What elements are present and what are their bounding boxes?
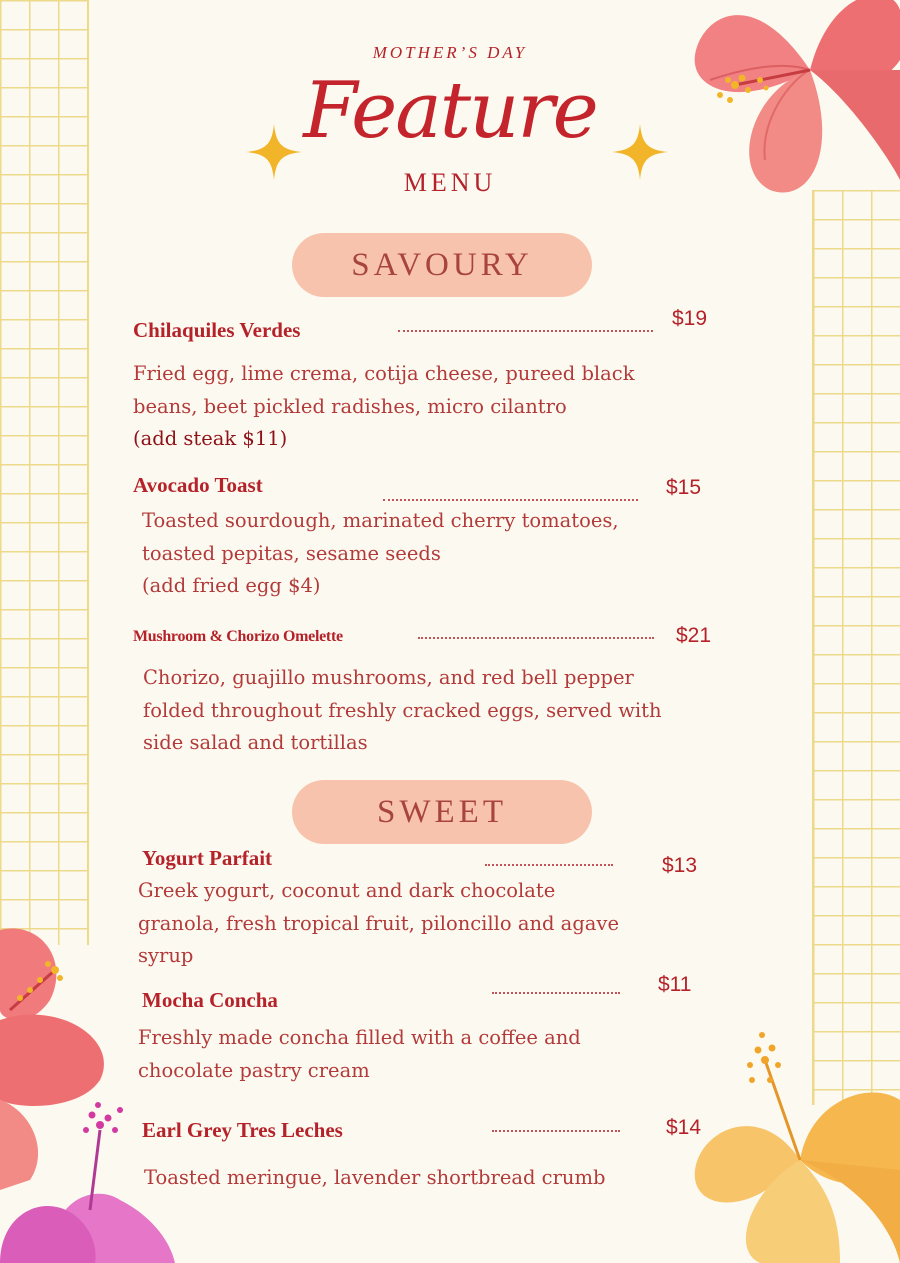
item-description: Freshly made concha filled with a coffee and chocolate pastry cream bbox=[138, 1026, 581, 1082]
grid-pattern-left bbox=[0, 0, 89, 945]
item-price: $15 bbox=[666, 476, 702, 499]
script-title: Feature bbox=[303, 66, 597, 156]
item-name: Mushroom & Chorizo Omelette bbox=[133, 628, 343, 645]
section-sweet-heading: SWEET bbox=[292, 780, 592, 844]
item-price: $19 bbox=[672, 307, 708, 330]
item-addon: (add steak $11) bbox=[133, 427, 288, 450]
item-description: Toasted meringue, lavender shortbread crumb bbox=[144, 1166, 606, 1189]
dotted-leader bbox=[383, 499, 638, 501]
item-price: $13 bbox=[662, 854, 698, 877]
hibiscus-flower-icon bbox=[690, 0, 900, 200]
item-addon: (add fried egg $4) bbox=[142, 574, 321, 597]
item-description: Toasted sourdough, marinated cherry tomatoes, toasted pepitas, sesame seeds (add fried egg $4) bbox=[142, 505, 619, 603]
dotted-leader bbox=[418, 637, 654, 639]
item-name: Avocado Toast bbox=[133, 473, 263, 497]
grid-pattern-right bbox=[812, 190, 900, 1105]
dotted-leader bbox=[492, 992, 620, 994]
section-savoury-heading: SAVOURY bbox=[292, 233, 592, 297]
item-description: Fried egg, lime crema, cotija cheese, pureed black beans, beet pickled radishes, micro cilantro (add steak $11) bbox=[133, 358, 635, 456]
eyebrow-title: MOTHER’S DAY bbox=[372, 43, 528, 62]
dotted-leader bbox=[492, 1130, 620, 1132]
hibiscus-flower-icon bbox=[690, 1020, 900, 1263]
sparkle-icon bbox=[612, 124, 668, 180]
dotted-leader bbox=[485, 864, 613, 866]
item-name: Chilaquiles Verdes bbox=[133, 318, 301, 342]
sparkle-icon bbox=[246, 124, 302, 180]
item-description: Greek yogurt, coconut and dark chocolate granola, fresh tropical fruit, piloncillo and agave syrup bbox=[138, 879, 619, 967]
item-name: Earl Grey Tres Leches bbox=[142, 1118, 343, 1142]
item-price: $14 bbox=[666, 1116, 702, 1139]
item-price: $11 bbox=[658, 973, 692, 996]
menu-subtitle: MENU bbox=[403, 168, 497, 197]
item-name: Mocha Concha bbox=[142, 988, 278, 1012]
item-name: Yogurt Parfait bbox=[142, 846, 273, 870]
item-price: $21 bbox=[676, 624, 712, 647]
item-description: Chorizo, guajillo mushrooms, and red bell pepper folded throughout freshly cracked eggs, served with side salad and tortillas bbox=[143, 666, 662, 754]
dotted-leader bbox=[398, 330, 653, 332]
